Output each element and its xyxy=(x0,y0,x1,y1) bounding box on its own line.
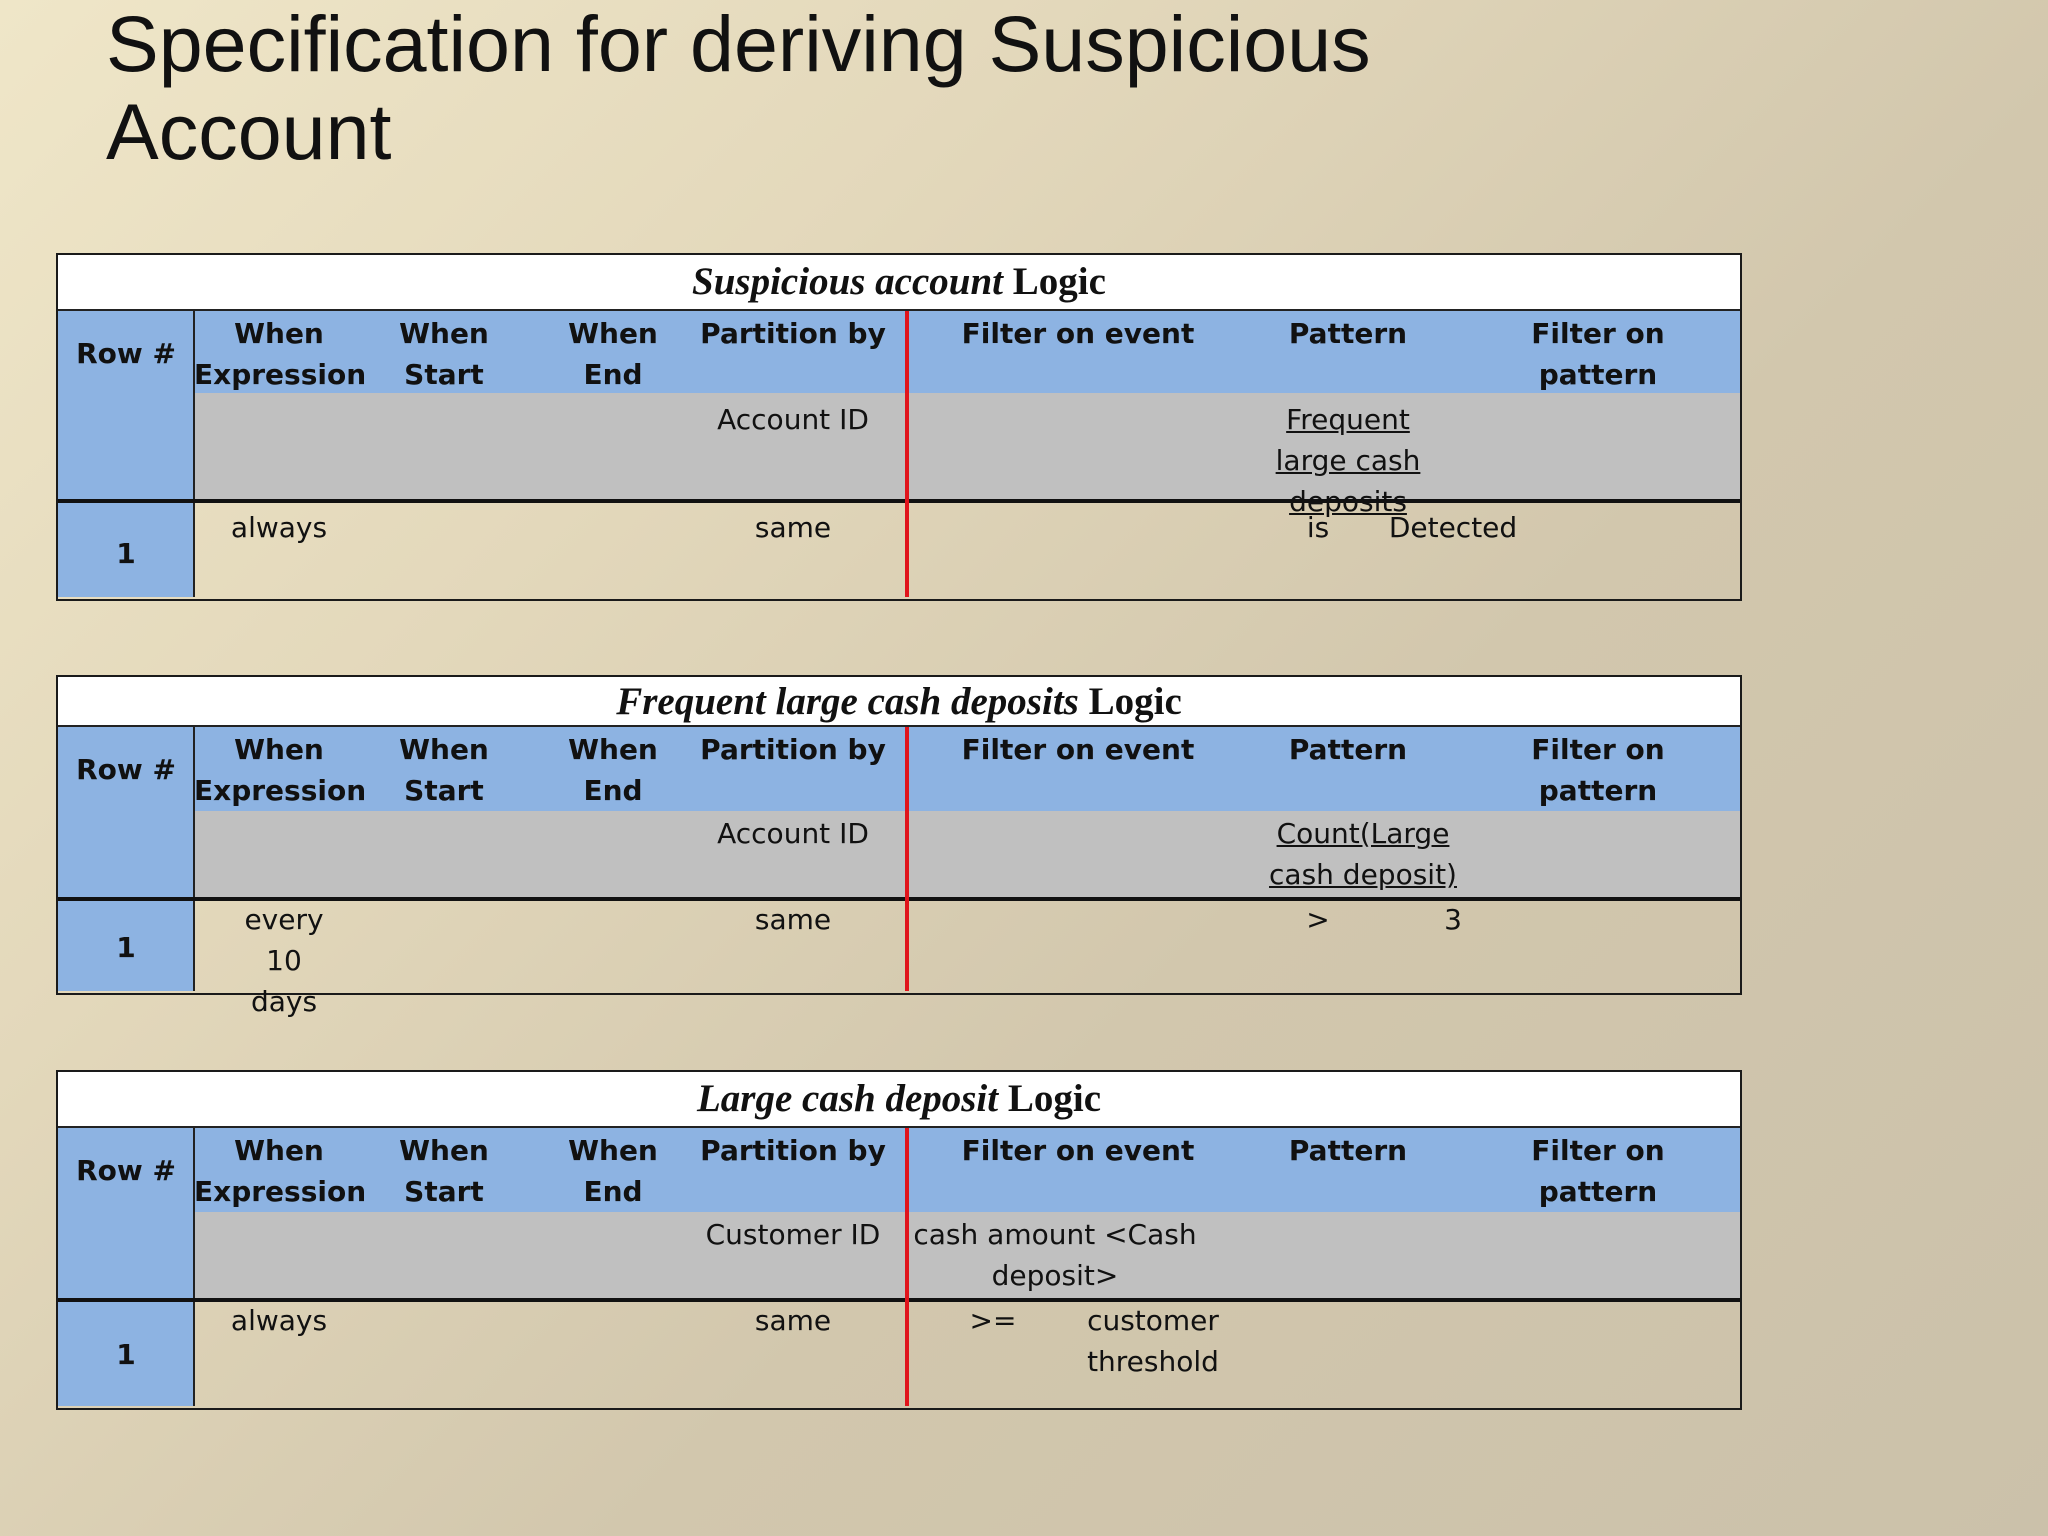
header-when-expression: When Expression xyxy=(194,733,367,807)
row-when-expression: always xyxy=(230,511,328,544)
header-when-expression: When Expression xyxy=(194,1134,367,1208)
header-filter-on-pattern: Filter on pattern xyxy=(1531,317,1665,391)
header-when-end: When End xyxy=(568,317,658,391)
header-row-num: Row # xyxy=(76,753,176,786)
row-number: 1 xyxy=(116,537,136,570)
header-row-num: Row # xyxy=(76,337,176,370)
definition-pattern: Frequent large cash deposits xyxy=(1275,403,1421,518)
slide-title: Specification for deriving Suspicious Account xyxy=(106,0,1371,176)
row-when-expression: every 10 days xyxy=(244,903,324,1018)
large-cash-deposit-logic-table xyxy=(56,1070,1742,1410)
header-filter-on-event: Filter on event xyxy=(961,317,1195,350)
row-partition: same xyxy=(754,903,832,936)
definition-row xyxy=(194,811,1740,897)
header-pattern: Pattern xyxy=(1288,317,1408,350)
header-filter-on-event: Filter on event xyxy=(961,733,1195,766)
suspicious-account-logic-table xyxy=(56,253,1742,601)
definition-partition: Account ID xyxy=(717,403,869,436)
header-filter-on-pattern: Filter on pattern xyxy=(1531,733,1665,807)
header-when-start: When Start xyxy=(399,317,489,391)
definition-partition: Customer ID xyxy=(705,1218,881,1251)
table-title: Frequent large cash deposits Logic xyxy=(58,677,1740,727)
row-when-expression: always xyxy=(230,1304,328,1337)
header-when-start: When Start xyxy=(399,1134,489,1208)
frequent-large-cash-deposits-logic-table xyxy=(56,675,1742,1018)
header-when-end: When End xyxy=(568,1134,658,1208)
row-filter-value: customer threshold xyxy=(1087,1304,1219,1378)
header-row-num: Row # xyxy=(76,1154,176,1187)
header-partition-by: Partition by xyxy=(700,733,886,766)
header-partition-by: Partition by xyxy=(700,317,886,350)
row-number: 1 xyxy=(116,1338,136,1371)
header-filter-on-pattern: Filter on pattern xyxy=(1531,1134,1665,1208)
row-pattern-value: Detected xyxy=(1388,511,1518,544)
header-pattern: Pattern xyxy=(1288,733,1408,766)
row-filter-operator: >= xyxy=(969,1304,1017,1337)
definition-filter-event: cash amount <Cash deposit> xyxy=(913,1218,1197,1292)
definition-row xyxy=(194,393,1740,499)
header-partition-by: Partition by xyxy=(700,1134,886,1167)
event-divider xyxy=(905,311,909,597)
row-pattern-value: 3 xyxy=(1444,903,1462,936)
table-title: Large cash deposit Logic xyxy=(58,1072,1740,1128)
header-when-expression: When Expression xyxy=(194,317,367,391)
event-divider xyxy=(905,1128,909,1406)
event-divider xyxy=(905,727,909,991)
row-partition: same xyxy=(754,1304,832,1337)
header-when-end: When End xyxy=(568,733,658,807)
header-when-start: When Start xyxy=(399,733,489,807)
header-filter-on-event: Filter on event xyxy=(961,1134,1195,1167)
row-pattern-operator: > xyxy=(1306,903,1330,936)
row-number: 1 xyxy=(116,931,136,964)
row-pattern-operator: is xyxy=(1306,511,1330,544)
row-partition: same xyxy=(754,511,832,544)
table-title: Suspicious account Logic xyxy=(58,255,1740,311)
definition-partition: Account ID xyxy=(717,817,869,850)
definition-pattern: Count(Large cash deposit) xyxy=(1269,817,1457,891)
header-pattern: Pattern xyxy=(1288,1134,1408,1167)
